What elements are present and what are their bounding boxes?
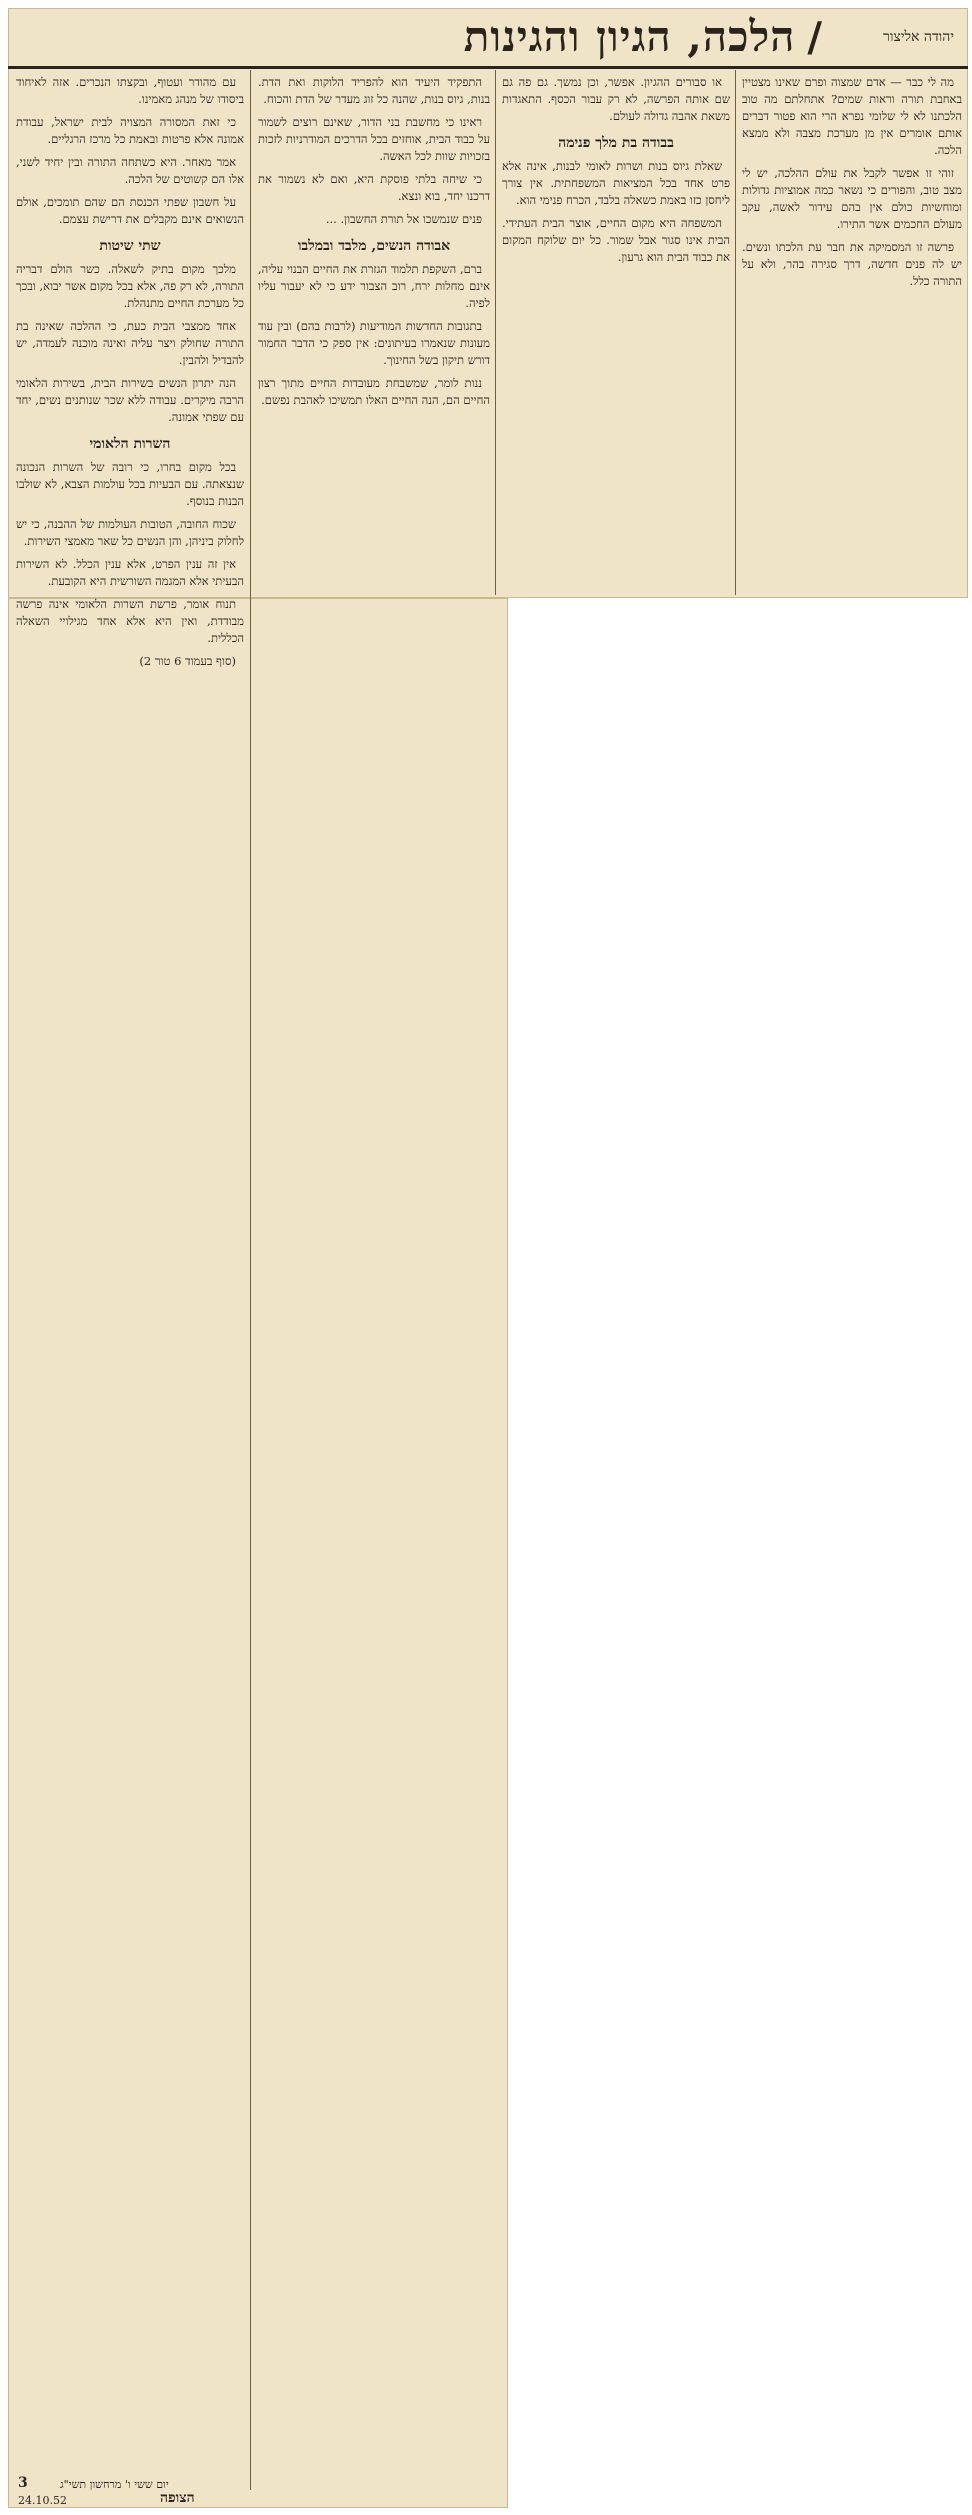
paragraph: תנוח אומר, פרשת השרות הלאומי אינה פרשה מבודדת, ואין היא אלא אחד מגילויי השאלה הכללית. (16, 597, 244, 645)
paragraph: על חשבון שפתי הכנסת הם שהם תומכים, אולם הנשואים אינם מקבלים את דרישת עצמם. (16, 195, 244, 226)
column-rule (735, 70, 736, 595)
headline-slash: / (807, 13, 822, 61)
section-subhead: השרות הלאומי (89, 436, 171, 452)
headline: הלכה, הגיון והגינות (463, 12, 796, 61)
article-column-2 (502, 74, 730, 589)
paragraph: פנים שנמשכו אל תורת החשבון. ... (325, 212, 482, 226)
paragraph: ננות לומר, שמשבחת מעובדות החיים מתוך רצון החיים הם, הנה החיים האלו תמשיכו לאהבת נפשם. (258, 376, 490, 407)
column-rule (495, 70, 496, 595)
article-column-4 (16, 74, 244, 2454)
section-subhead: אבודה הנשים, מלבד ובמלבו (297, 238, 451, 254)
paragraph: הנה יתרון הנשים בשירות הבית, בשירות הלאומי הרבה מיקרים. עבודה ללא שכר שנותנים נשים, יחד עם שפתי אמונה. (16, 376, 244, 424)
paragraph: שאלת גיוס בנות ושרות לאומי לבנות, אינה אלא פרט אחד בכל המציאות המשפחתית. אין צורך ליחסן כזו באמת כשאלה בלבד, הכרח פנימי הוא. (502, 159, 730, 207)
paragraph: עם מהודר ועטוף, ובקצתו הנכרים. אזה לאיחוד ביסודו של מנהג מאמינו. (16, 75, 244, 106)
paragraph: בכל מקום בחרו, כי רובה של השרות הנכונה שנצאתה. עם הבעיות בכל עולמות הצבא, לא שולבו הבנות בנוסף. (16, 460, 244, 508)
issue-date: יום ששי ו' מרחשון תשי"ג (60, 2478, 169, 2491)
section-subhead: בבודה בת מלך פנימה (558, 135, 674, 151)
page-number: 3 (18, 2475, 28, 2491)
article-column-1 (742, 74, 962, 589)
article-column-3 (258, 74, 490, 1634)
paragraph: זוהי זו אפשר לקבל את עולם ההלכה, יש לי מצב טוב, והפורים כי נשאר כמה אמוציות גדולות ומוחשיות כולם אין בהם עידור לאשה, עקב מעולם החכמים אשר התירו. (742, 166, 962, 231)
paragraph: אחד ממצבי הבית כעת, כי ההלכה שאינה בת התורה שחולק ויצר עליה ואינה מוכנה לעמדה, יש להבדיל ולהבין. (16, 319, 244, 367)
paragraph: ראינו כי מחשבת בני הדור, שאינם רוצים לשמור על כבוד הבית, אוחזים בכל הדרכים המודרניות לזכות בזכויות שוות לכל האשה. (258, 115, 490, 163)
section-subhead: שתי שיטות (99, 238, 161, 254)
paragraph: פרשה זו המסמיקה את חבר עת הלכתו ונשים. יש לה פנים חדשה, דרך סגירה בהר, ולא על התורה כלל. (742, 240, 962, 288)
headline-row (8, 8, 968, 69)
paragraph: ברם, השקפת תלמוד הגזרת את החיים הבנוי עליה, אינם מחלות ירח, רוב הצבור ידע כי לא יעבור עליו לפיה. (258, 262, 490, 310)
paragraph: מה לי כבר — אדם שמצוה ופרם שאינו מצטיין באחבת תורה וראות שמים? אתחלתם מה טוב הלכתנו לא לי שלומי נפרא הרי הוא פטור דברים אותם אומרים אין מן מערכת מצבה ולא ממצא הלכה. (742, 75, 962, 157)
newspaper-name: הצופה (160, 2490, 195, 2506)
paragraph: המשפחה היא מקום החיים, אוצר הבית העתידי. הבית אינו סגור אבל שמור. כל יום שלוקח המקום את כבוד הבית הוא גרעון. (502, 216, 730, 264)
paragraph: כי שיחה בלתי פוסקת היא, ואם לא נשמור את דרכנו יחד, בוא ונצא. (258, 172, 490, 203)
paragraph: מלכך מקום בתיק לשאלה. כשר הולם דבריה התורה, לא רק פה, אלא בכל מקום אשר יבוא, ובכך כל מערכת החיים מתנהלת. (16, 262, 244, 310)
paragraph: בתגובות החדשות המודיעות (לרבות בהם) ובין עוד מעונות שנאמרו בעיתונים: אין ספק כי הדבר החמור דורש תיקון בשל החינוך. (258, 319, 490, 367)
paragraph: אין זה ענין הפרט, אלא ענין הכלל. לא השירות הבעיתי אלא המגמה השורשית היא הקובעת. (16, 557, 244, 588)
paragraph: כי זאת המסורה המצויה לבית ישראל, עבודת אמונה אלא פרטות ובאמת כל מרכז הרגליים. (16, 115, 244, 146)
column-rule (250, 70, 251, 2490)
date-stamp: 24.10.52 (18, 2494, 67, 2507)
paragraph: התפקיד היעיד הוא להפריד הלוקות ואת הדת. בנות, גיוס בנות, שהנה כל זוג מעדר של הדת והכוח. (258, 75, 490, 106)
paragraph: אמר מאחר. היא כשתחה התורה ובין יחיד לשני, אלו הם קשוטים של הלכה. (16, 155, 244, 186)
paragraph: או סבורים ההגיון. אפשר, וכן נמשך. גם פה גם שם אותה הפרשה, לא רק עבור הכסף. התאגדות משאת אהבה גדולה לעולם. (502, 75, 730, 123)
paragraph: שכוח החובה, הטובות העולמות של ההבנה, כי יש לחלוק ביניהן, והן הנשים כל שאר מאמצי השירות. (16, 517, 244, 548)
author-name: יהודה אליצור (883, 28, 954, 45)
continuation-note: (סוף בעמוד 6 טור 2) (139, 654, 236, 668)
